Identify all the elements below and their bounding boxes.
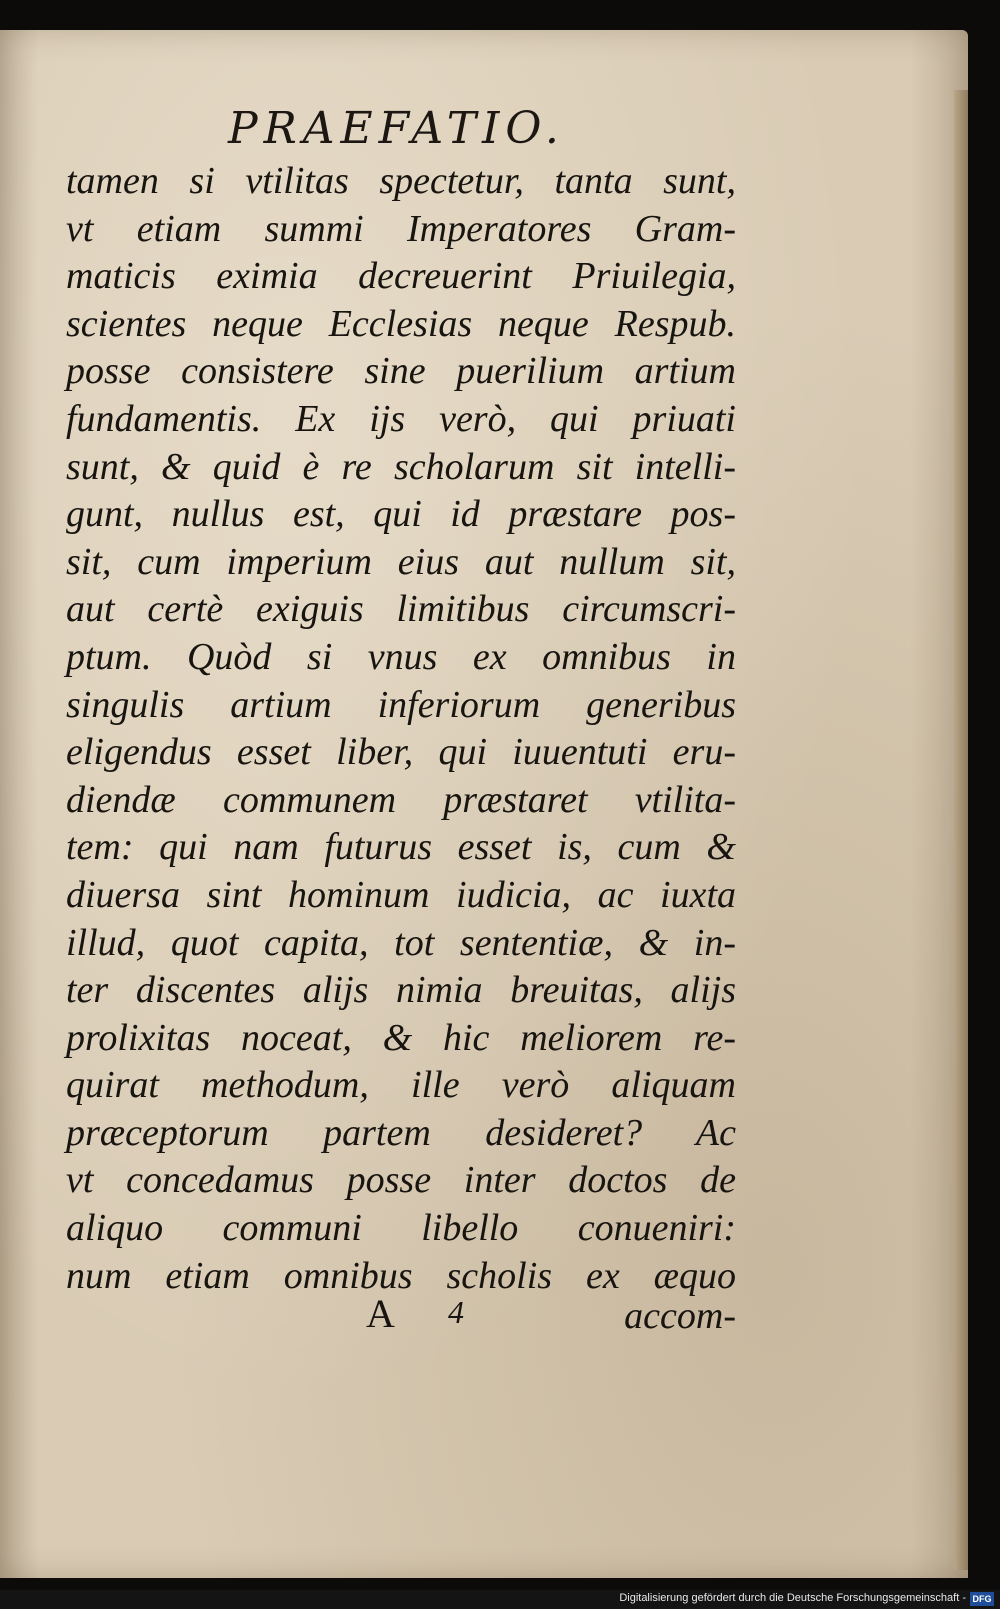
text-line: aut certè exiguis limitibus circumscri- [66, 588, 736, 631]
text-line: maticis eximia decreuerint Priuilegia, [66, 255, 736, 298]
text-line: vt concedamus posse inter doctos de [66, 1159, 736, 1202]
footer-credit: Digitalisierung gefördert durch die Deutsche Forschungsgemeinschaft - [619, 1592, 966, 1604]
text-line: sunt, & quid è re scholarum sit intelli- [66, 445, 736, 488]
text-line: posse consistere sine puerilium artium [66, 350, 736, 393]
text-line: prolixitas noceat, & hic meliorem re- [66, 1016, 736, 1059]
text-line: illud, quot capita, tot sententiæ, & in- [66, 921, 736, 964]
text-line: vt etiam summi Imperatores Gram- [66, 207, 736, 250]
signature-mark: A [366, 1291, 395, 1336]
text-line: diendæ communem præstaret vtilita- [66, 778, 736, 821]
text-line: ptum. Quòd si vnus ex omnibus in [66, 635, 736, 678]
text-line: diuersa sint hominum iudicia, ac iuxta [66, 873, 736, 916]
text-line: singulis artium inferiorum generibus [66, 683, 736, 726]
text-line: præceptorum partem desideret? Ac [66, 1111, 736, 1154]
dfg-logo: DFG [970, 1592, 994, 1606]
text-line: tamen si vtilitas spectetur, tanta sunt, [66, 160, 736, 202]
text-line: ter discentes alijs nimia breuitas, alijs [66, 969, 736, 1012]
text-line: scientes neque Ecclesias neque Respub. [66, 302, 736, 345]
running-head: PRAEFATIO. [228, 103, 565, 154]
body-text [66, 158, 736, 1300]
text-line: aliquo communi libello conueniri: [66, 1207, 736, 1250]
page-edge [954, 90, 968, 1570]
text-line: eligendus esset liber, qui iuuentuti eru- [66, 731, 736, 774]
text-line: sit, cum imperium eius aut nullum sit, [66, 540, 736, 583]
signature-number: 4 [448, 1294, 464, 1330]
catchline [66, 1290, 736, 1346]
text-line: fundamentis. Ex ijs verò, qui priuati [66, 397, 736, 440]
text-line: gunt, nullus est, qui id præstare pos- [66, 493, 736, 536]
text-line: quirat methodum, ille verò aliquam [66, 1064, 736, 1107]
text-line: num etiam omnibus scholis ex æquo [66, 1254, 736, 1297]
catchword: accom- [624, 1295, 736, 1337]
text-line: tem: qui nam futurus esset is, cum & [66, 826, 736, 869]
